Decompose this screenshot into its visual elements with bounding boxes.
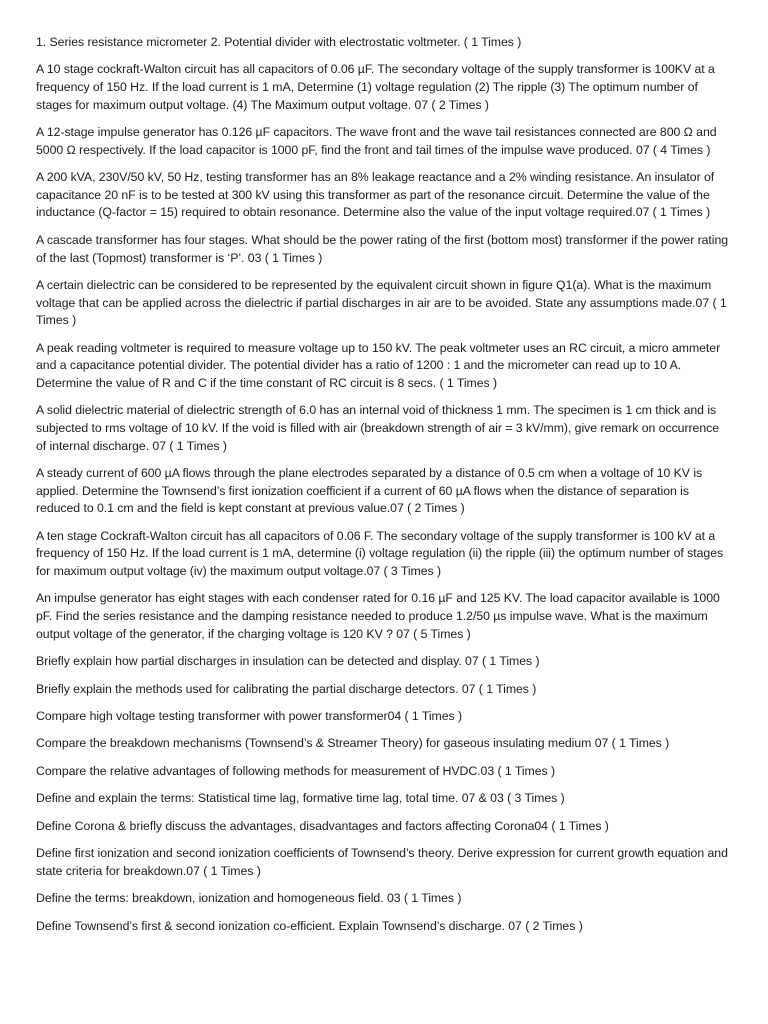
question-item: Compare the breakdown mechanisms (Townsend’s & Streamer Theory) for gaseous insulating medium 07 ( 1 Times ) xyxy=(36,736,670,751)
question-item: A 12-stage impulse generator has 0.126 µF capacitors. The wave front and the wave tail resistances connected are 800 Ω and 5000 Ω respectively. If the load capacitor is 1000 pF, find the front and tail times of the impulse wave produced. 07 ( 4 Times ) xyxy=(36,125,717,157)
question-item: A cascade transformer has four stages. What should be the power rating of the first (bottom most) transformer if the power rating of the last (Topmost) transformer is ‘P’. 03 ( 1 Times ) xyxy=(36,232,729,265)
question-list xyxy=(36,34,732,945)
question-item: Define first ionization and second ionization coefficients of Townsend’s theory. Derive expression for current growth equation and state criteria for breakdown.07 ( 1 Times ) xyxy=(36,846,728,878)
question-item: A ten stage Cockraft-Walton circuit has all capacitors of 0.06 F. The secondary voltage of the supply transformer is 100 kV at a frequency of 150 Hz. If the load current is 1 mA, determine (i) voltage regulation (ii) the ripple (iii) the optimum number of stages for maximum output voltage (iv) the maximum output voltage.07 ( 3 Times ) xyxy=(36,528,724,578)
question-item: Compare high voltage testing transformer with power transformer04 ( 1 Times ) xyxy=(36,708,463,723)
question-item: An impulse generator has eight stages with each condenser rated for 0.16 µF and 125 KV. The load capacitor available is 1000 pF. Find the series resistance and the damping resistance needed to produce 1.2/50 µs impulse wave. What is the maximum output voltage of the generator, if the charging voltage is 120 KV ? 07 ( 5 Times ) xyxy=(36,591,720,641)
question-item: A solid dielectric material of dielectric strength of 6.0 has an internal void of thickness 1 mm. The specimen is 1 cm thick and is subjected to rms voltage of 10 kV. If the void is filled with air (breakdown strength of air = 3 kV/mm), give remark on occurrence of internal discharge. 07 ( 1 Times ) xyxy=(36,403,720,453)
question-item: Briefly explain how partial discharges in insulation can be detected and display. 07 ( 1 Times ) xyxy=(36,654,540,669)
question-item: Briefly explain the methods used for calibrating the partial discharge detectors. 07 ( 1 Times ) xyxy=(36,681,537,696)
question-item: 1. Series resistance micrometer 2. Potential divider with electrostatic voltmeter. ( 1 Times ) xyxy=(36,35,522,49)
question-item: Define Corona & briefly discuss the advantages, disadvantages and factors affecting Corona04 ( 1 Times ) xyxy=(36,818,609,833)
question-item: A 10 stage cockraft-Walton circuit has all capacitors of 0.06 µF. The secondary voltage of the supply transformer is 100KV at a frequency of 150 Hz. If the load current is 1 mA, Determine (1) voltage regulation (2) The ripple (3) The optimum number of stages for maximum output voltage. (4) The Maximum output voltage. 07 ( 2 Times ) xyxy=(36,62,715,112)
question-item: Define Townsend’s first & second ionization co-efficient. Explain Townsend’s discharge. 07 ( 2 Times ) xyxy=(36,918,583,933)
question-item: A steady current of 600 µA flows through the plane electrodes separated by a distance of 0.5 cm when a voltage of 10 KV is applied. Determine the Townsend’s first ionization coefficient if a current of 60 µA flows when the distance of separation is reduced to 0.1 cm and the field is kept constant at previous value.07 ( 2 Times ) xyxy=(36,466,703,516)
question-item: Define and explain the terms: Statistical time lag, formative time lag, total time. 07 & 03 ( 3 Times ) xyxy=(36,791,565,806)
question-item: Define the terms: breakdown, ionization and homogeneous field. 03 ( 1 Times ) xyxy=(36,891,462,906)
question-item: Compare the relative advantages of following methods for measurement of HVDC.03 ( 1 Times ) xyxy=(36,763,555,778)
question-item: A 200 kVA, 230V/50 kV, 50 Hz, testing transformer has an 8% leakage reactance and a 2% winding resistance. An insulator of capacitance 20 nF is to be tested at 300 kV using this transformer as part of the resonance circuit. Determine the value of the inductance (Q-factor = 15) required to obtain resonance. Determine also the value of the input voltage required.07 ( 1 Times ) xyxy=(36,170,715,220)
question-item: A peak reading voltmeter is required to measure voltage up to 150 kV. The peak voltmeter uses an RC circuit, a micro ammeter and a capacitance potential divider. The potential divider has a ratio of 1200 : 1 and the micrometer can read up to 10 A. Determine the value of R and C if the time constant of RC circuit is 8 secs. ( 1 Times ) xyxy=(36,340,721,390)
question-item: A certain dielectric can be considered to be represented by the equivalent circuit shown in figure Q1(a). What is the maximum voltage that can be applied across the dielectric if partial discharges in air are to be avoided. State any assumptions made.07 ( 1 Times ) xyxy=(36,277,727,328)
